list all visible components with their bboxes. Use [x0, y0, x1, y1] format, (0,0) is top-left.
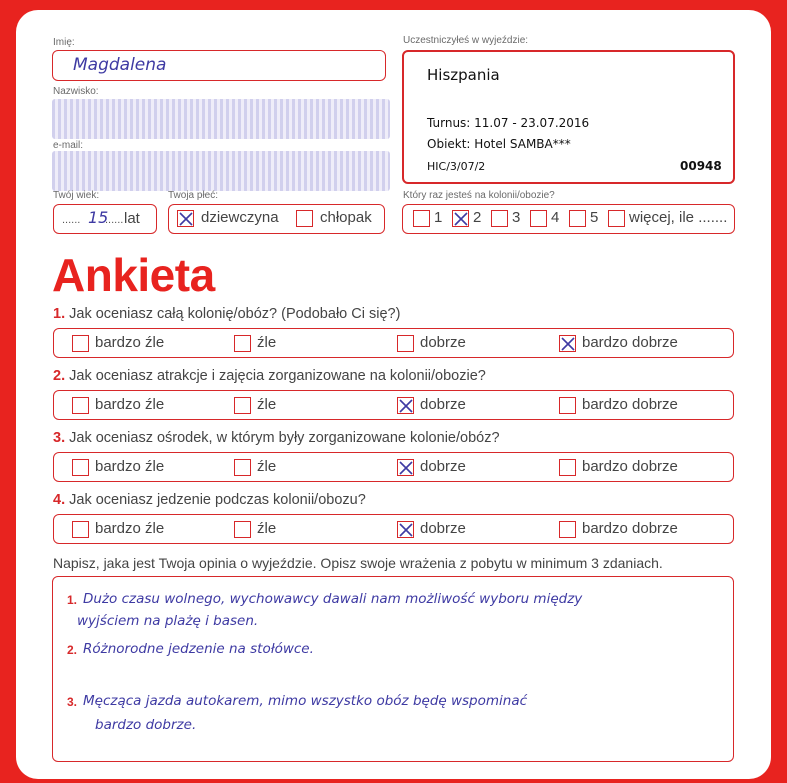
question-4: [53, 492, 366, 508]
times-checkbox-more[interactable]: [608, 210, 625, 227]
times-checkbox-1[interactable]: [413, 210, 430, 227]
times-checkbox-2[interactable]: [452, 210, 469, 227]
rating-option-label: bardzo dobrze: [582, 334, 678, 351]
opinion-line: Różnorodne jedzenie na stołówce.: [83, 641, 314, 657]
name-field[interactable]: [52, 50, 386, 81]
rating-option-label: dobrze: [420, 396, 466, 413]
rating-option-label: bardzo źle: [95, 520, 165, 537]
times-option-5: 5: [590, 209, 599, 226]
check-x-icon: [397, 459, 415, 477]
email-label: e-mail:: [53, 140, 84, 151]
rating-checkbox[interactable]: [559, 397, 576, 414]
rating-option-label: bardzo źle: [95, 334, 165, 351]
name-value: Magdalena: [73, 55, 167, 75]
trip-destination: Hiszpania: [427, 66, 500, 84]
rating-checkbox[interactable]: [559, 335, 576, 352]
trip-box: [402, 50, 735, 184]
rating-checkbox[interactable]: [234, 335, 251, 352]
rating-checkbox[interactable]: [72, 459, 89, 476]
opinion-line: Męcząca jazda autokarem, mimo wszystko obóz będę wspominać: [83, 693, 528, 709]
check-x-icon: [452, 210, 470, 228]
trip-object: Obiekt: Hotel SAMBA***: [427, 137, 571, 151]
rating-option-label: źle: [257, 334, 277, 351]
trip-number: 00948: [680, 159, 722, 173]
times-option-4: 4: [551, 209, 560, 226]
check-x-icon: [397, 397, 415, 415]
age-value: 15: [88, 208, 109, 227]
gender-option-girl: dziewczyna: [201, 209, 279, 226]
rating-option-label: dobrze: [420, 334, 466, 351]
opinion-field[interactable]: 1. Dużo czasu wolnego, wychowawcy dawali nam możliwość wyboru między wyjściem na plażę i basen. 2. Różnorodne jedzenie na stołówce. 3. Męcząca jazda autokarem, mimo wszystko obóz będę wspominać bardzo dobrze.: [52, 576, 734, 762]
question-text: Jak oceniasz atrakcje i zajęcia zorganizowane na kolonii/obozie?: [69, 368, 486, 384]
question-text: Jak oceniasz ośrodek, w którym były zorganizowane kolonie/obóz?: [69, 430, 500, 446]
times-row: [402, 204, 735, 234]
survey-sheet: [16, 10, 771, 779]
question-number: 2.: [53, 368, 66, 384]
opinion-prompt: Napisz, jaka jest Twoja opinia o wyjeździe. Opisz swoje wrażenia z pobytu w minimum 3 zdaniach.: [53, 555, 663, 571]
rating-option-label: dobrze: [420, 520, 466, 537]
age-label: Twój wiek:: [53, 190, 100, 201]
rating-checkbox[interactable]: [72, 397, 89, 414]
times-checkbox-4[interactable]: [530, 210, 547, 227]
gender-row: [168, 204, 385, 234]
opinion-line: Dużo czasu wolnego, wychowawcy dawali nam możliwość wyboru między: [83, 591, 583, 607]
rating-checkbox[interactable]: [397, 335, 414, 352]
rating-checkbox[interactable]: [397, 397, 414, 414]
rating-option-label: bardzo dobrze: [582, 458, 678, 475]
rating-checkbox[interactable]: [234, 521, 251, 538]
times-option-more: więcej, ile .......: [629, 209, 728, 226]
question-1: [53, 306, 400, 322]
check-x-icon: [397, 521, 415, 539]
question-number: 4.: [53, 492, 66, 508]
question-text: Jak oceniasz jedzenie podczas kolonii/obozu?: [69, 492, 366, 508]
check-x-icon: [559, 335, 577, 353]
rating-option-label: źle: [257, 458, 277, 475]
times-option-1: 1: [434, 209, 443, 226]
trip-turnus: Turnus: 11.07 - 23.07.2016: [427, 116, 590, 130]
gender-checkbox-girl[interactable]: [177, 210, 194, 227]
trip-label: Uczestniczyłeś w wyjeździe:: [403, 35, 529, 46]
age-field[interactable]: ...... 15 ...... lat: [53, 204, 157, 234]
name-label: Imię:: [53, 37, 75, 48]
gender-label: Twoja płeć:: [168, 190, 219, 201]
email-redacted: [52, 151, 390, 191]
check-x-icon: [177, 210, 195, 228]
age-unit: lat: [124, 210, 140, 227]
times-option-3: 3: [512, 209, 521, 226]
trip-code: HIC/3/07/2: [427, 160, 486, 173]
rating-checkbox[interactable]: [559, 521, 576, 538]
rating-checkbox[interactable]: [559, 459, 576, 476]
surname-label: Nazwisko:: [53, 86, 99, 97]
rating-option-label: dobrze: [420, 458, 466, 475]
rating-row-1: [53, 328, 734, 358]
rating-row-4: [53, 514, 734, 544]
question-2: [53, 368, 486, 384]
page-title: Ankieta: [52, 249, 215, 301]
rating-row-2: [53, 390, 734, 420]
rating-checkbox[interactable]: [72, 521, 89, 538]
question-number: 1.: [53, 306, 66, 322]
rating-option-label: bardzo dobrze: [582, 396, 678, 413]
rating-checkbox[interactable]: [234, 459, 251, 476]
question-text: Jak oceniasz całą kolonię/obóz? (Podobało Ci się?): [69, 306, 401, 322]
rating-checkbox[interactable]: [397, 521, 414, 538]
rating-option-label: źle: [257, 396, 277, 413]
rating-checkbox[interactable]: [72, 335, 89, 352]
rating-checkbox[interactable]: [234, 397, 251, 414]
opinion-line: bardzo dobrze.: [95, 717, 197, 733]
rating-checkbox[interactable]: [397, 459, 414, 476]
rating-option-label: bardzo dobrze: [582, 520, 678, 537]
question-3: [53, 430, 500, 446]
times-label: Który raz jesteś na kolonii/obozie?: [403, 190, 555, 201]
rating-option-label: bardzo źle: [95, 458, 165, 475]
opinion-line: wyjściem na plażę i basen.: [77, 613, 259, 629]
surname-redacted: [52, 99, 390, 139]
rating-row-3: [53, 452, 734, 482]
times-checkbox-5[interactable]: [569, 210, 586, 227]
gender-option-boy: chłopak: [320, 209, 372, 226]
gender-checkbox-boy[interactable]: [296, 210, 313, 227]
times-checkbox-3[interactable]: [491, 210, 508, 227]
question-number: 3.: [53, 430, 66, 446]
rating-option-label: źle: [257, 520, 277, 537]
rating-option-label: bardzo źle: [95, 396, 165, 413]
times-option-2: 2: [473, 209, 482, 226]
